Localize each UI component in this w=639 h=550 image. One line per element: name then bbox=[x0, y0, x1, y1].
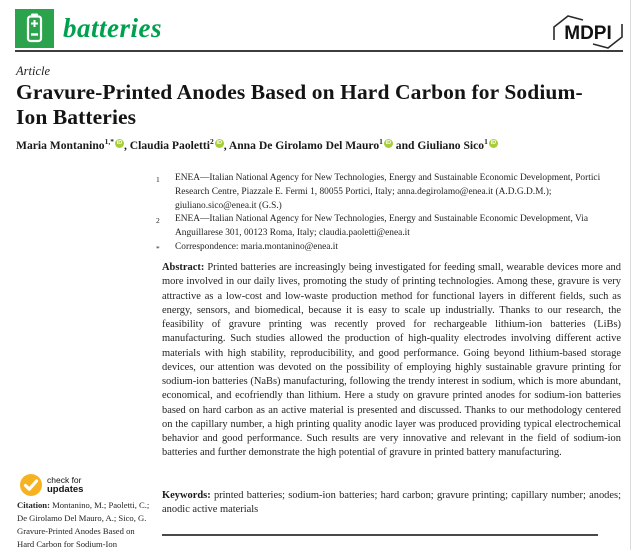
mdpi-hexagon-icon bbox=[549, 13, 627, 51]
affiliation-item bbox=[156, 172, 624, 213]
author-line bbox=[16, 137, 626, 152]
journal-name: batteries bbox=[63, 13, 162, 43]
journal-battery-logo bbox=[15, 9, 54, 48]
affiliation-item bbox=[156, 213, 624, 241]
author-name: Giuliano Sico bbox=[417, 138, 485, 152]
check-icon bbox=[19, 473, 43, 497]
affiliation-marker: * bbox=[156, 243, 160, 253]
abstract-text: Printed batteries are increasingly being investigated for feeding small, wearable devices more and more involved in our daily lives, promoting the study of printing technologies. Among these, gravure is very attractive as a low-cost and low-waste production method for functional layers in different fields, such as energy, sensors, and biomedical, because it is easy to scale up industrially. Thanks to our research, the feasibility of gravure printing was recently proved for rechargeable lithium-ion batteries (LiBs) manufacturing. Such studies allowed the production of high-quality electrodes involving different active materials with high stability, reproducibility, and good performance. Going beyond lithium-based storage devices, our attention was devoted on the possibility of employing highly sustainable gravure printing for sodium-ion batteries (NaBs) manufacturing, following the trendy interest in sodium, which is more abundant, economical, and ecofriendly than lithium. Here a study on gravure printed anodes for sodium-ion batteries based on hard carbon as an active material is presented and discussed. Thanks to our methodology centered on the capillary number, a high printing quality anodic layer was produced providing typical electrochemical behavior and good performance. Such results are very innovative and relevant in the field of sodium-ion batteries and further demonstrate the high potential of gravure in printed battery manufacturing. bbox=[162, 262, 621, 459]
correspondence-text: Correspondence: maria.montanino@enea.it bbox=[175, 241, 339, 252]
orcid-icon[interactable]: iD bbox=[385, 140, 392, 146]
author-affiliation-sup: 1,* bbox=[104, 137, 114, 146]
affiliation-text: ENEA—Italian National Agency for New Technologies, Energy and Sustainable Economic Development, Portici Research Centre, Piazzale E. Fermi 1, 80055 Portici, Italy; anna.degirolamo@enea.it (A.D.G.D.M.); giuliano.sico@enea.it (G.S.) bbox=[175, 173, 601, 211]
affiliation-text: ENEA—Italian National Agency for New Technologies, Energy and Sustainable Economic Development, Via Anguillarese 301, 00123 Roma, Italy; claudia.paoletti@enea.it bbox=[175, 214, 588, 239]
author-affiliation-sup: 2 bbox=[209, 137, 214, 146]
battery-icon bbox=[15, 9, 54, 48]
orcid-icon[interactable]: iD bbox=[490, 140, 497, 146]
badge-line1: check for bbox=[47, 474, 82, 485]
citation-text: Montanino, M.; Paoletti, C.; De Girolamo Del Mauro, A.; Sico, G. Gravure-Printed Anodes Based on Hard Carbon for Sodium-Ion bbox=[17, 500, 150, 549]
check-for-updates-badge[interactable] bbox=[19, 473, 83, 497]
author-name: Claudia Paoletti bbox=[129, 138, 210, 152]
orcid-icon[interactable]: iD bbox=[216, 140, 222, 146]
author-separator: , bbox=[123, 138, 130, 152]
author-separator: and bbox=[392, 138, 418, 152]
affiliation-marker: 2 bbox=[156, 216, 160, 226]
page-right-edge bbox=[630, 0, 631, 550]
author-affiliation-sup: 1 bbox=[484, 137, 488, 146]
author-affiliation-sup: 1 bbox=[379, 137, 383, 146]
keywords-divider bbox=[162, 534, 598, 536]
page-title: Gravure-Printed Anodes Based on Hard Carbon for Sodium-Ion Batteries bbox=[16, 80, 583, 130]
header-rule bbox=[15, 50, 623, 52]
author-separator: , bbox=[223, 138, 229, 152]
citation-block bbox=[17, 499, 151, 550]
mdpi-logo-text: MDPI bbox=[564, 23, 612, 44]
affiliation-marker: 1 bbox=[156, 175, 160, 184]
citation-label: Citation: bbox=[17, 500, 50, 510]
article-type-label: Article bbox=[16, 64, 51, 78]
affiliation-item bbox=[156, 241, 624, 256]
keywords-text: printed batteries; sodium-ion batteries; hard carbon; gravure printing; capillary number; anodes; anodic active materials bbox=[162, 490, 621, 516]
author-name: Anna De Girolamo Del Mauro bbox=[228, 138, 380, 152]
author-name: Maria Montanino bbox=[16, 138, 105, 152]
abstract-paragraph bbox=[162, 261, 621, 461]
keywords-label: Keywords: bbox=[162, 490, 211, 501]
badge-line2: updates bbox=[47, 483, 84, 495]
abstract-label: Abstract: bbox=[162, 262, 205, 273]
check-for-updates-text bbox=[47, 476, 83, 495]
orcid-icon[interactable]: iD bbox=[116, 140, 123, 146]
keywords-paragraph bbox=[162, 489, 621, 518]
affiliations bbox=[156, 172, 624, 256]
